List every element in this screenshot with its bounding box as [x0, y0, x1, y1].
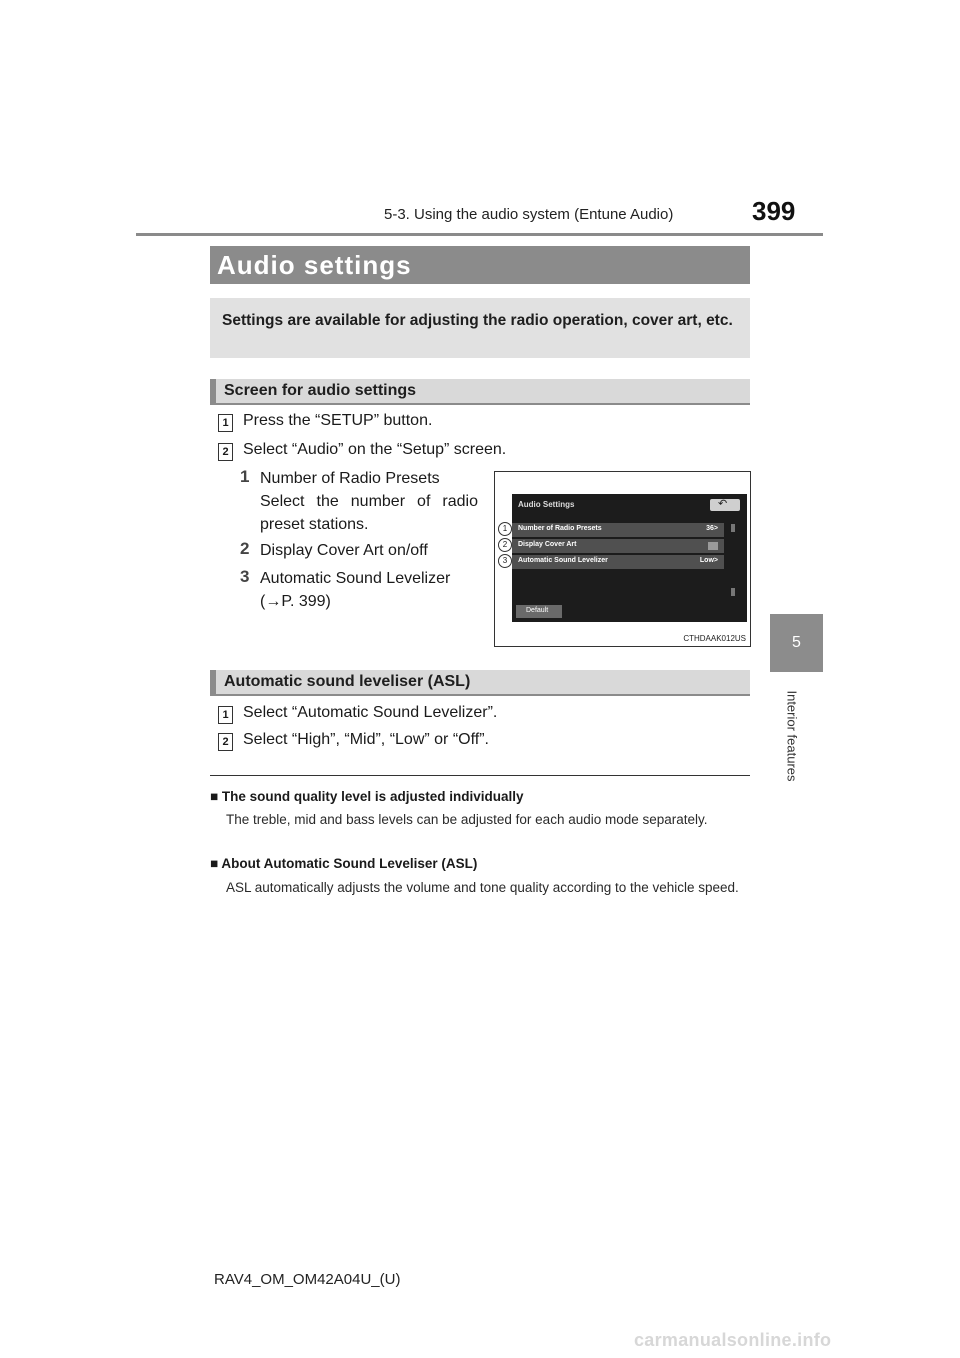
chapter-number: 5: [792, 634, 801, 651]
step-number-box: 2: [218, 443, 233, 461]
chapter-label: [772, 680, 812, 792]
callout-label: [260, 467, 478, 536]
screen-row-2[interactable]: [512, 539, 724, 553]
step-text: Press the “SETUP” button.: [243, 412, 433, 429]
section-heading-text: Automatic sound leveliser (ASL): [224, 673, 471, 690]
screen-title: Audio Settings: [518, 500, 575, 509]
back-arrow-icon: ↶: [718, 498, 728, 510]
callout-number: 2: [240, 539, 250, 558]
notes-separator: [210, 775, 750, 776]
footer-code: RAV4_OM_OM42A04U_(U): [214, 1271, 401, 1288]
step-number-box: 1: [218, 706, 233, 724]
section-heading-screen: [210, 379, 750, 405]
figure-code: CTHDAAK012US: [683, 634, 746, 643]
screen-row-label: Automatic Sound Levelizer: [518, 557, 608, 564]
note-text-1: The treble, mid and bass levels can be adjusted for each audio mode separately.: [226, 812, 708, 827]
cover-art-checkbox-icon: [708, 542, 718, 550]
callout-number: 3: [240, 567, 250, 586]
note-text-2: ASL automatically adjusts the volume and tone quality according to the vehicle speed.: [226, 880, 739, 895]
screen-row-value: Low>: [699, 557, 718, 564]
watermark: carmanualsonline.info: [634, 1330, 832, 1350]
back-button[interactable]: [710, 499, 740, 511]
callout-title: Number of Radio Presets: [260, 470, 440, 487]
callout-desc: Select the number of radio preset stations.: [260, 493, 478, 533]
heading-accent: [210, 379, 216, 403]
note-heading-2: ■ About Automatic Sound Leveliser (ASL): [210, 856, 478, 871]
default-button[interactable]: [516, 605, 562, 618]
audio-settings-screenshot: [494, 471, 751, 647]
step-text: Select “Audio” on the “Setup” screen.: [243, 441, 507, 458]
intro-box: [210, 298, 750, 358]
default-button-label: Default: [526, 607, 549, 614]
screen-row-3[interactable]: [512, 555, 724, 569]
callout-number: 1: [240, 467, 250, 486]
header-rule: [136, 233, 823, 236]
step-text: Select “High”, “Mid”, “Low” or “Off”.: [243, 731, 489, 748]
scroll-down-icon[interactable]: [731, 588, 735, 596]
callout-desc: (→P. 399): [260, 593, 331, 610]
section-heading-asl: [210, 670, 750, 696]
screen-row-label: Number of Radio Presets: [518, 525, 602, 532]
callout-title: Display Cover Art on/off: [260, 542, 428, 559]
screenshot-callout-3: 3: [498, 554, 512, 568]
callout-title: Automatic Sound Levelizer: [260, 570, 451, 587]
step-number-box: 2: [218, 733, 233, 751]
step-text: Select “Automatic Sound Levelizer”.: [243, 704, 498, 721]
note-heading-1: ■ The sound quality level is adjusted individually: [210, 789, 524, 804]
page-title: Audio settings: [217, 250, 412, 280]
chapter-tab: [770, 614, 823, 672]
callout-label: [260, 539, 478, 562]
screen-row-label: Display Cover Art: [518, 541, 577, 548]
chapter-label-text: Interior features: [784, 690, 800, 782]
page-number: 399: [752, 196, 796, 226]
screen-row-1[interactable]: [512, 523, 724, 537]
intro-text: Settings are available for adjusting the radio operation, cover art, etc.: [222, 312, 733, 329]
step-number-box: 1: [218, 414, 233, 432]
scroll-up-icon[interactable]: [731, 524, 735, 532]
section-heading-text: Screen for audio settings: [224, 382, 417, 399]
screen-display: [512, 494, 747, 622]
callout-label: [260, 567, 478, 613]
page-title-bar: [210, 246, 750, 284]
screenshot-callout-2: 2: [498, 538, 512, 552]
screen-row-value: 36>: [706, 525, 718, 532]
screenshot-callout-1: 1: [498, 522, 512, 536]
running-header-section: 5-3. Using the audio system (Entune Audio): [384, 206, 674, 223]
heading-accent: [210, 670, 216, 694]
